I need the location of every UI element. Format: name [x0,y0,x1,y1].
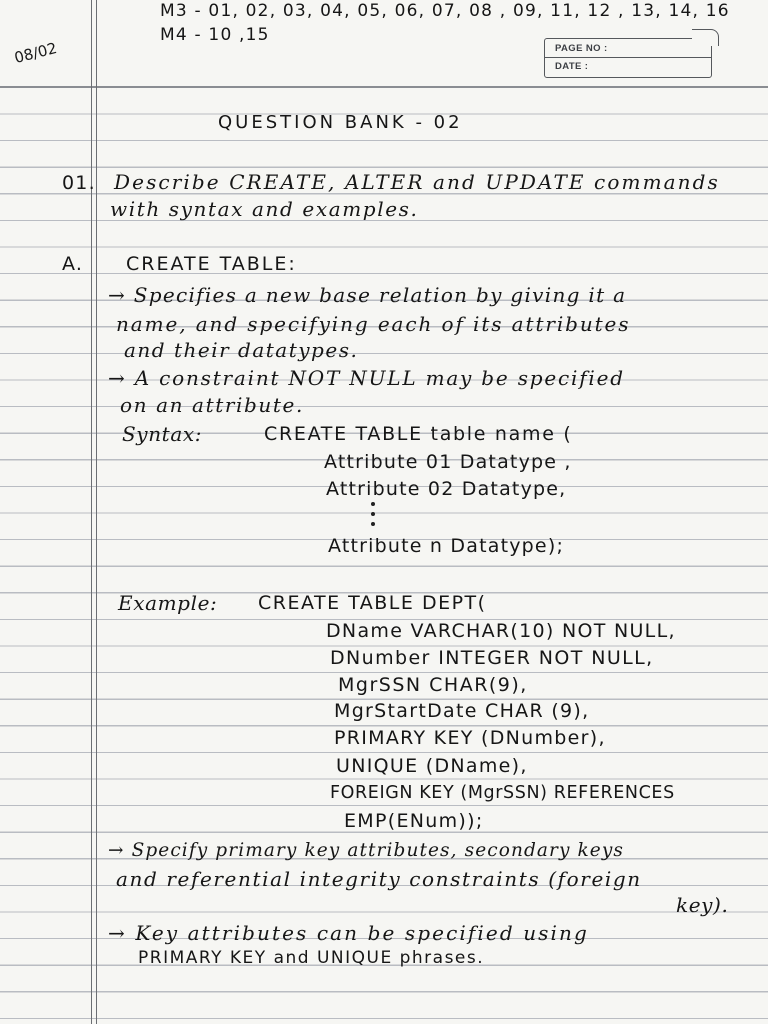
syntax-line: Attribute 01 Datatype , [324,451,572,473]
syntax-line: CREATE TABLE table name ( [264,423,573,445]
note-line: and referential integrity constraints (foreign [116,867,642,891]
syntax-line: Attribute 02 Datatype, [326,478,567,500]
example-line: DNumber INTEGER NOT NULL, [330,647,654,669]
example-line: DName VARCHAR(10) NOT NULL, [326,620,676,642]
syntax-label: Syntax: [122,422,203,446]
note-line: key). [676,893,729,917]
answer-point: on an attribute. [120,393,304,417]
note-line: PRIMARY KEY and UNIQUE phrases. [138,948,485,968]
example-line: MgrStartDate CHAR (9), [334,700,590,722]
example-line: EMP(ENum)); [344,810,484,832]
question-line-2: with syntax and examples. [110,197,419,221]
page-no-label: PAGE NO : [555,43,608,54]
answer-point: and their datatypes. [124,338,359,362]
answer-point: name, and specifying each of its attributes [116,312,631,336]
answer-point: → A constraint NOT NULL may be specified [108,366,625,390]
note-line: → Key attributes can be specified using [108,921,589,945]
date-label: DATE : [555,61,589,72]
question-number: 01. [62,172,96,194]
ellipsis-dots [371,502,377,532]
margin-date: 08/02 [12,39,59,67]
page-box-divider [545,57,711,58]
margin-line [91,0,92,1024]
page-title: QUESTION BANK - 02 [218,112,463,133]
module-list-m4: M4 - 10 ,15 [160,25,270,45]
question-line-1: Describe CREATE, ALTER and UPDATE commands [114,170,720,194]
module-list-m3: M3 - 01, 02, 03, 04, 05, 06, 07, 08 , 09, 11, 12 , 13, 14, 16 [160,1,730,21]
example-line: PRIMARY KEY (DNumber), [334,727,606,749]
example-line: MgrSSN CHAR(9), [338,674,528,696]
example-line: FOREIGN KEY (MgrSSN) REFERENCES [330,783,675,803]
page-box-tab [692,29,719,46]
example-line: CREATE TABLE DEPT( [258,592,487,614]
margin-line-inner [96,0,97,1024]
example-label: Example: [118,591,218,615]
example-line: UNIQUE (DName), [336,755,528,777]
answer-label: A. [62,253,84,275]
answer-heading: CREATE TABLE: [126,253,297,275]
page-info-box [544,38,712,78]
answer-point: → Specifies a new base relation by giving it a [108,283,627,307]
header-rule [0,86,768,88]
syntax-line: Attribute n Datatype); [328,535,565,557]
note-line: → Specify primary key attributes, secondary keys [108,840,625,861]
